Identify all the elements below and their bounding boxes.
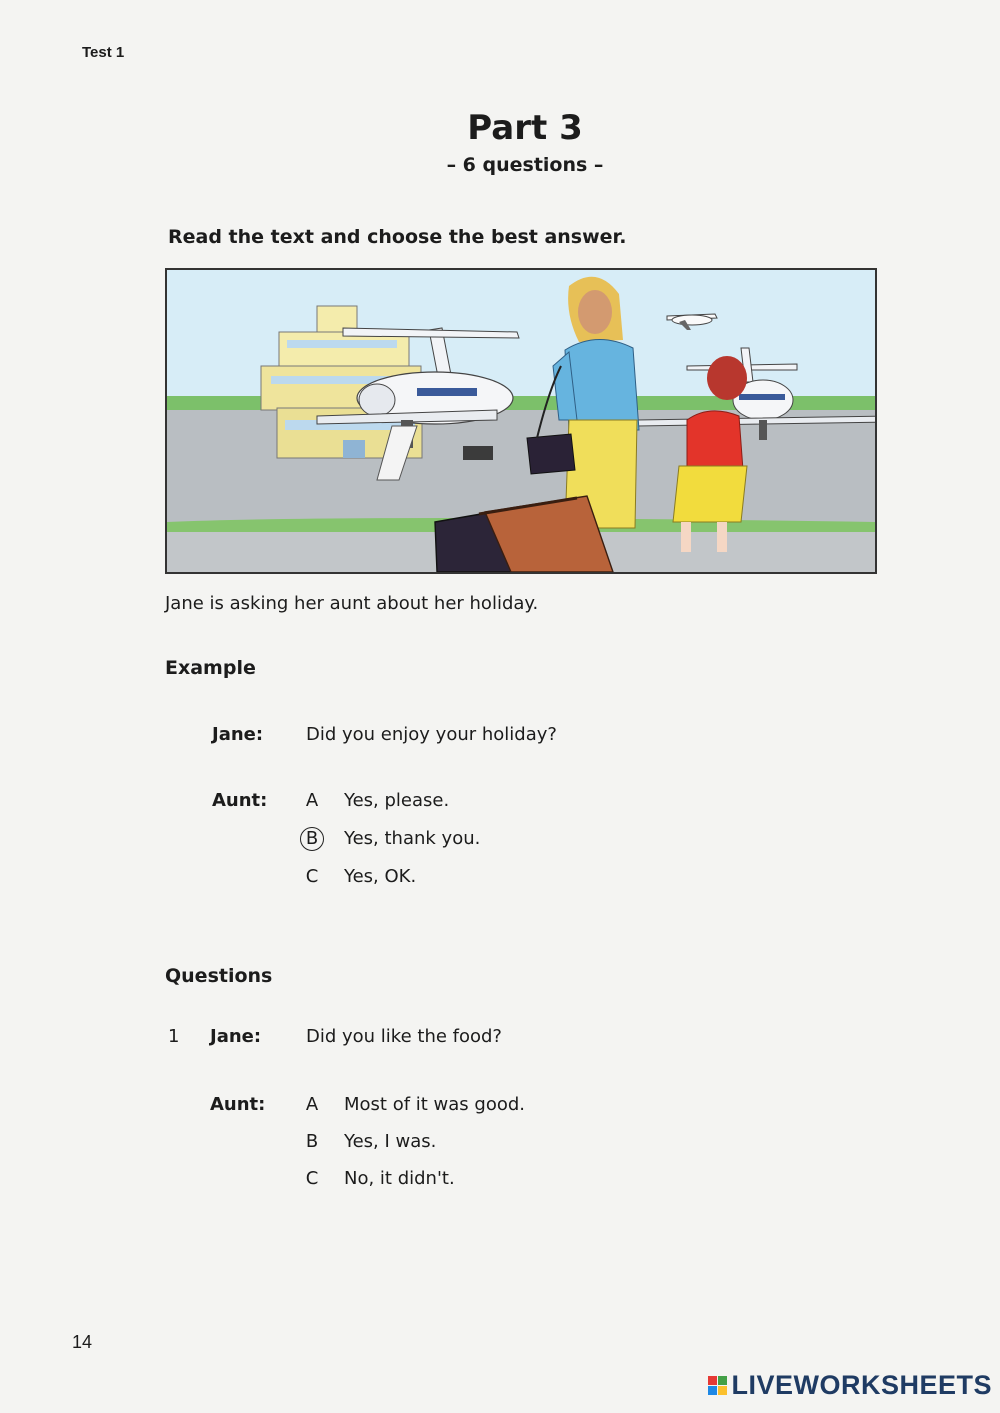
part-subtitle: – 6 questions –: [446, 154, 604, 176]
questions-heading: Questions: [165, 965, 273, 987]
option-letter-a[interactable]: A: [305, 1094, 319, 1115]
test-label: Test 1: [82, 44, 125, 61]
question-speaker: Jane:: [210, 1026, 262, 1047]
watermark-text: LIVEWORKSHEETS: [731, 1370, 992, 1400]
example-heading: Example: [165, 657, 256, 679]
context-sentence: Jane is asking her aunt about her holiday.: [165, 593, 539, 614]
example-option-text-c: Yes, OK.: [344, 866, 417, 887]
liveworksheets-watermark: [708, 1370, 992, 1401]
example-option-letter-b-circled: B: [300, 827, 324, 851]
liveworksheets-logo-icon: [708, 1376, 727, 1395]
option-letter-b[interactable]: B: [305, 1131, 319, 1152]
option-text-a[interactable]: Most of it was good.: [344, 1094, 526, 1115]
answer-speaker: Aunt:: [210, 1094, 266, 1115]
example-option-text-a: Yes, please.: [344, 790, 450, 811]
question-number: 1: [168, 1026, 180, 1047]
part-title: Part 3: [467, 108, 583, 148]
instruction: Read the text and choose the best answer.: [168, 226, 627, 248]
option-text-b[interactable]: Yes, I was.: [344, 1131, 437, 1152]
example-option-text-b: Yes, thank you.: [344, 828, 481, 849]
airport-illustration: [165, 268, 877, 574]
example-question: Did you enjoy your holiday?: [306, 724, 557, 745]
option-letter-c[interactable]: C: [305, 1168, 319, 1189]
example-question-speaker: Jane:: [212, 724, 264, 745]
question-text: Did you like the food?: [306, 1026, 502, 1047]
option-text-c[interactable]: No, it didn't.: [344, 1168, 455, 1189]
example-answer-speaker: Aunt:: [212, 790, 268, 811]
page-number: 14: [72, 1332, 93, 1352]
example-option-letter-a: A: [305, 790, 319, 811]
example-option-letter-c: C: [305, 866, 319, 887]
